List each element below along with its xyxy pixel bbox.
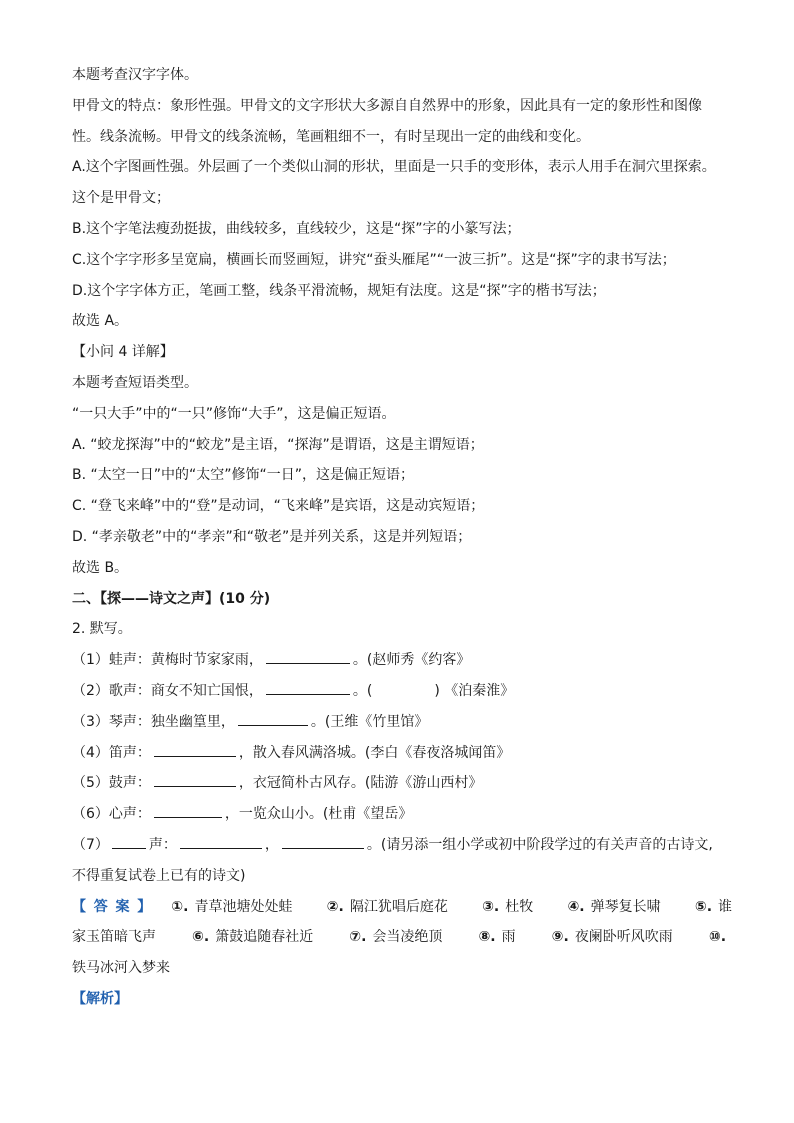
item-source: ) 《泊秦淮》 (434, 682, 515, 699)
text-line: 甲骨文的特点：象形性强。甲骨文的文字形状大多源自自然界中的形象，因此具有一定的象形性和图像 (72, 97, 702, 114)
answer-line-3 (72, 953, 732, 984)
text-line: D.这个字字体方正，笔画工整，线条平滑流畅，规矩有法度。这是“探”字的楷书写法； (72, 282, 606, 299)
answer-item: ③. 杜牧 (482, 898, 534, 915)
dictation-item-2 (72, 676, 732, 707)
item-prompt: （6）心声： (72, 806, 151, 823)
dictation-item-4 (72, 738, 732, 769)
item-mid: 。( (352, 682, 373, 699)
text-line: D. “孝亲敬老”中的“孝亲”和“敬老”是并列关系，这是并列短语； (72, 528, 472, 545)
answer-item: ④. 弹琴复长啸 (567, 898, 661, 915)
dictation-item-3 (72, 707, 732, 738)
dictation-item-5 (72, 768, 732, 799)
text-line: B.这个字笔法瘦劲挺拔，曲线较多，直线较少，这是“探”字的小篆写法； (72, 220, 521, 237)
item-prompt: （7） (72, 836, 109, 853)
answer-item: 家玉笛暗飞声 (72, 929, 156, 946)
item-source: 。(请另添一组小学或初中阶段学过的有关声音的古诗文, (366, 836, 713, 853)
answer-blank[interactable] (154, 742, 236, 757)
item-prompt: （2）歌声：商女不知亡国恨， (72, 682, 263, 699)
dictation-item-7: （7） 声： ， 。(请另添一组小学或初中阶段学过的有关声音的古诗文, (72, 830, 732, 861)
item-source: 。(王维《竹里馆》 (310, 713, 429, 730)
text-line: C.这个字字形多呈宽扁，横画长而竖画短，讲究“蚕头雁尾”“一波三折”。这是“探”字的隶书写法； (72, 251, 676, 268)
item-prompt: （5）鼓声： (72, 775, 151, 792)
answer-blank[interactable] (266, 680, 350, 695)
answer-label: 【答案】 (72, 898, 160, 915)
item-prompt: （4）笛声： (72, 744, 151, 761)
answer-item: ⑧. 雨 (478, 929, 516, 946)
item-source: ，散入春风满洛城。(李白《春夜洛城闻笛》 (238, 744, 511, 761)
text-line: B. “太空一日”中的“太空”修饰“一日”，这是偏正短语； (72, 467, 415, 484)
text-line: 这个是甲骨文； (72, 190, 170, 207)
section-heading: 二、【探——诗文之声】(10 分) (72, 590, 271, 607)
answer-line-2 (72, 922, 732, 953)
answer-item: ⑨. 夜阑卧听风吹雨 (551, 929, 673, 946)
text-line: A. “蛟龙探海”中的“蛟龙”是主语，“探海”是谓语，这是主谓短语； (72, 436, 484, 453)
answer-item: ⑩. (708, 929, 727, 946)
item-prompt: （1）蛙声：黄梅时节家家雨， (72, 652, 263, 669)
answer-blank[interactable] (154, 803, 222, 818)
question-title: 2. 默写。 (72, 621, 132, 638)
text-line: 性。线条流畅。甲骨文的线条流畅，笔画粗细不一，有时呈现出一定的曲线和变化。 (72, 128, 590, 145)
item-prompt: （3）琴声：独坐幽篁里， (72, 713, 235, 730)
item-source: ，一览众山小。(杜甫《望岳》 (224, 806, 413, 823)
answer-blank[interactable] (238, 711, 308, 726)
item-source: 。(赵师秀《约客》 (352, 652, 471, 669)
text-line: “一只大手”中的“一只”修饰“大手”，这是偏正短语。 (72, 405, 396, 422)
item-mid: 声： (148, 836, 177, 853)
item-source: ，衣冠简朴古风存。(陆游《游山西村》 (238, 775, 483, 792)
answer-blank[interactable] (266, 649, 350, 664)
text-line: 故选 B。 (72, 559, 129, 576)
subsection-heading: 【小问 4 详解】 (72, 344, 174, 361)
text-line: 本题考查短语类型。 (72, 374, 198, 391)
text-line: C. “登飞来峰”中的“登”是动词，“飞来峰”是宾语，这是动宾短语； (72, 498, 485, 515)
answer-item: ⑤. 谁 (694, 898, 733, 915)
answer-block (72, 892, 732, 984)
answer-item: ①. 青草池塘处处蛙 (171, 898, 293, 915)
document-page (72, 60, 732, 1015)
text-line: A.这个字图画性强。外层画了一个类似山洞的形状，里面是一只手的变形体，表示人用手在洞穴里探索。 (72, 159, 716, 176)
analysis-label: 【解析】 (72, 990, 128, 1007)
answer-item: ⑦. 会当凌绝顶 (349, 929, 443, 946)
text-line: 本题考查汉字字体。 (72, 67, 198, 83)
answer-item: ②. 隔江犹唱后庭花 (326, 898, 448, 915)
answer-item: ⑥. 箫鼓追随春社近 (192, 929, 314, 946)
answer-blank[interactable] (154, 772, 236, 787)
answer-blank[interactable] (282, 834, 364, 849)
answer-line-1 (72, 892, 732, 923)
dictation-item-6 (72, 799, 732, 830)
dictation-item-1 (72, 645, 732, 676)
category-blank[interactable] (112, 834, 146, 849)
text-line: 故选 A。 (72, 313, 129, 330)
answer-item-text: 铁马冰河入梦来 (72, 960, 170, 977)
answer-blank[interactable] (180, 834, 262, 849)
text-line: 不得重复试卷上已有的诗文) (72, 867, 246, 884)
